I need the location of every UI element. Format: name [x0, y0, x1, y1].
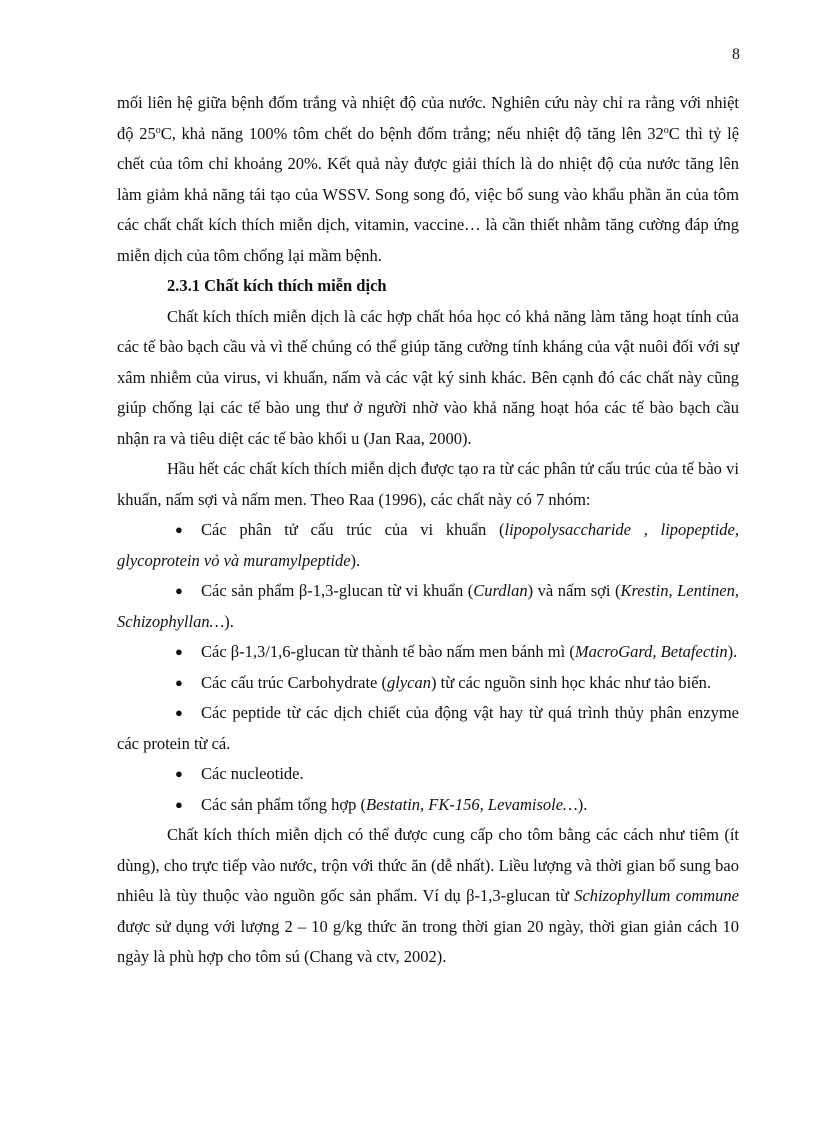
- supply-text-2: được sử dụng với lượng 2 – 10 g/kg thức ăn trong thời gian 20 ngày, thời gian giản cách 10 ngày là phù hợp cho tôm sú (Chang và ctv, 2002).: [117, 916, 739, 966]
- groups-paragraph: Hầu hết các chất kích thích miễn dịch được tạo ra từ các phân tử cấu trúc của tế bào vi khuẩn, nấm sợi và nấm men. Theo Raa (1996), các chất này có 7 nhóm:: [117, 459, 739, 509]
- bullet-icon: ●: [175, 766, 183, 781]
- list-item-text: Các β-1,3/1,6-glucan từ thành tế bào nấm men bánh mì (: [201, 642, 575, 661]
- list-item: [117, 698, 739, 759]
- list-item-text: Các cấu trúc Carbohydrate (: [201, 672, 387, 692]
- list-item-text: ).: [727, 642, 738, 661]
- list-item-italic: glycan: [387, 672, 431, 692]
- degree-mark: o: [663, 124, 669, 136]
- list-item-text: ).: [577, 794, 588, 814]
- list-item-text: ) và nấm sợi (: [527, 581, 621, 600]
- list-item: [117, 759, 739, 790]
- list-item-text: ) từ các nguồn sinh học khác như tảo biển.: [430, 672, 711, 692]
- bullet-icon: ●: [175, 522, 183, 537]
- list-item: [117, 637, 739, 668]
- intro-text-1: mối liên hệ giữa bệnh đốm trắng và nhiệt độ của nước. Nghiên cứu này chỉ ra rằng với nhiệt độ 25: [117, 93, 739, 143]
- group-list: [117, 515, 739, 820]
- section-heading: 2.3.1 Chất kích thích miễn dịch: [167, 276, 387, 295]
- list-item-text: Các nucleotide.: [201, 764, 304, 783]
- bullet-icon: ●: [175, 796, 183, 812]
- list-item-text: Các phân tử cấu trúc của vi khuẩn (: [201, 520, 505, 539]
- list-item-italic: MacroGard, Betafectin: [574, 642, 728, 661]
- intro-paragraph: [117, 88, 739, 271]
- list-item-text: Các peptide từ các dịch chiết của động vật hay từ quá trình thủy phân enzyme các protein từ cá.: [117, 703, 739, 753]
- list-item-text: Các sản phẩm tổng hợp (: [201, 794, 366, 814]
- list-item-italic: Krestin, Lentinen, Schizophyllan…: [117, 581, 739, 631]
- definition-paragraph: Chất kích thích miễn dịch là các hợp chất hóa học có khả năng làm tăng hoạt tính của các tế bào bạch cầu và vì thế chúng có thể giúp tăng cường tính kháng của vật nuôi đối với sự xâm nhiễm của virus, vi khuẩn, nấm và các vật ký sinh khác. Bên cạnh đó các chất này cũng giúp chống lại các tế bào ung thư ở người nhờ vào khả năng hoạt hóa các tế bào bạch cầu nhận ra và tiêu diệt các tế bào khối u (Jan Raa, 2000).: [117, 306, 739, 448]
- list-item-text: Các sản phẩm β-1,3-glucan từ vi khuẩn (: [201, 581, 474, 600]
- list-item-text: ).: [224, 611, 234, 631]
- page-number: 8: [732, 46, 740, 63]
- bullet-icon: ●: [175, 705, 183, 720]
- document-body: [117, 88, 739, 973]
- supply-text-1: Chất kích thích miễn dịch có thể được cung cấp cho tôm bằng các cách như tiêm (ít dùng), cho trực tiếp vào nước, trộn với thức ăn (dễ nhất). Liều lượng và thời gian bổ sung bao nhiêu là tùy thuộc vào nguồn gốc sản phẩm. Ví dụ β-1,3-glucan từ: [117, 825, 739, 905]
- list-item: [117, 576, 739, 637]
- list-item: [117, 515, 739, 576]
- list-item-italic: Bestatin, FK-156, Levamisole…: [365, 794, 578, 814]
- list-item: [117, 790, 739, 821]
- list-item-text: ).: [350, 550, 361, 570]
- bullet-icon: ●: [175, 583, 183, 598]
- supply-paragraph: [117, 820, 739, 973]
- intro-text-3: C thì tỷ lệ chết của tôm chỉ khoảng 20%. Kết quả này được giải thích là do nhiệt độ của nước tăng lên làm giảm khả năng tái tạo của WSSV. Song song đó, việc bổ sung vào khẩu phần ăn của tôm các chất chất kích thích miễn dịch, vitamin, vaccine… là cần thiết nhằm tăng cường đáp ứng miễn dịch của tôm chống lại mầm bệnh.: [117, 123, 740, 265]
- degree-mark: o: [155, 124, 161, 136]
- bullet-icon: ●: [175, 674, 183, 690]
- list-item-italic: Curdlan: [473, 581, 528, 600]
- list-item: [117, 668, 739, 699]
- list-item-italic: lipopolysaccharide , lipopeptide, glycoprotein vỏ và muramylpeptide: [117, 520, 739, 570]
- bullet-icon: ●: [175, 644, 183, 659]
- intro-text-2: C, khả năng 100% tôm chết do bệnh đốm trắng; nếu nhiệt độ tăng lên 32: [160, 123, 664, 143]
- supply-species-italic: Schizophyllum commune: [574, 886, 740, 905]
